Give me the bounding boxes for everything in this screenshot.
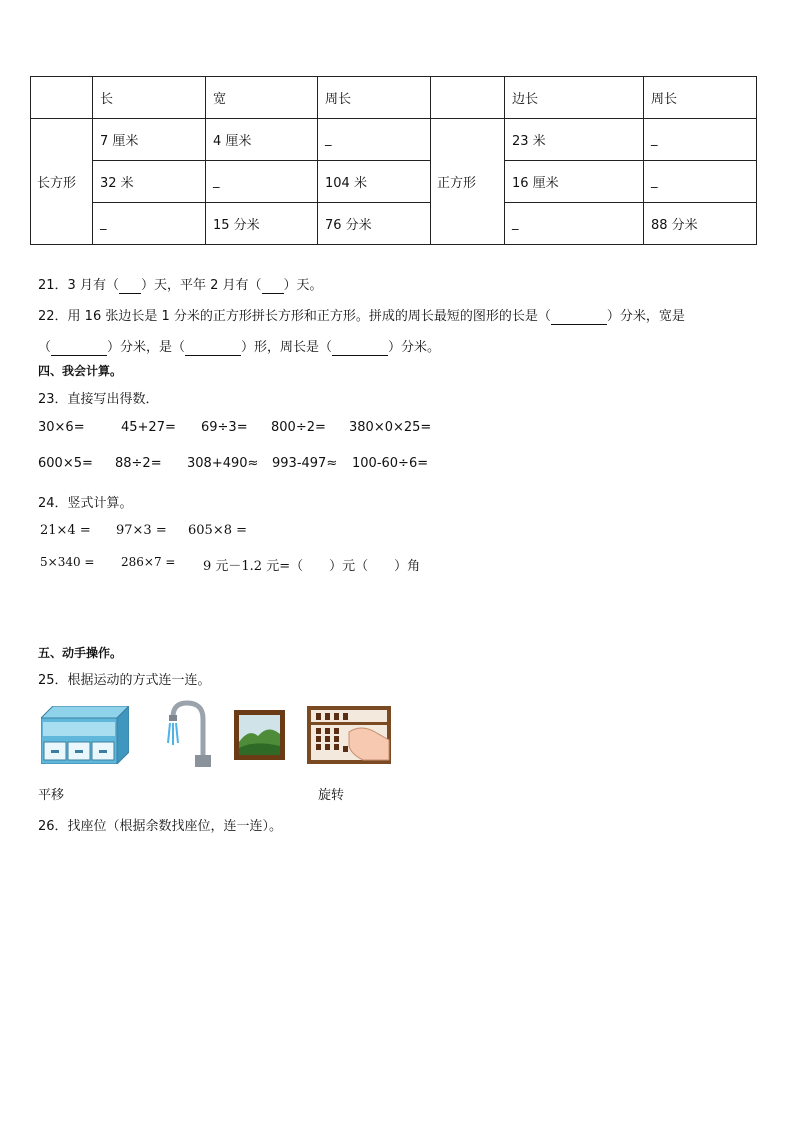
table-header-cell: 宽 <box>206 77 318 119</box>
table-cell: 32 米 <box>93 161 206 203</box>
table-cell: 16 厘米 <box>505 161 644 203</box>
q23-expression: 30×6= <box>38 420 85 435</box>
table-header-cell: 周长 <box>644 77 757 119</box>
question-21 <box>38 274 323 294</box>
q24-expression: 97×3 = <box>116 523 167 538</box>
q23-expression: 380×0×25= <box>349 420 432 435</box>
section-4-heading: 四、我会计算。 <box>38 364 123 378</box>
q24-expression: 286×7 = <box>121 555 176 569</box>
table-cell: _ <box>206 161 318 203</box>
table-header-cell <box>31 77 93 119</box>
faucet-image <box>163 699 215 771</box>
q22-text: 22．用 16 张边长是 1 分米的正方形拼长方形和正方形。拼成的周长最短的图形的长是（ <box>38 309 551 324</box>
table-cell: 104 米 <box>318 161 431 203</box>
answer-blank[interactable] <box>185 340 241 356</box>
abacus-image <box>307 706 391 764</box>
picture-frame-image <box>234 710 285 760</box>
table-cell: _ <box>505 203 644 245</box>
section-5-heading: 五、动手操作。 <box>38 646 123 660</box>
q21-text-a: 21．3 月有（ <box>38 278 119 293</box>
question-25-title: 25．根据运动的方式连一连。 <box>38 673 211 688</box>
table-cell: 23 米 <box>505 119 644 161</box>
q23-expression: 45+27= <box>121 420 176 435</box>
table-row <box>31 119 757 161</box>
label-rotation: 旋转 <box>318 788 345 803</box>
q24-expression: 9 元－1.2 元=（ ）元（ ）角 <box>203 559 421 574</box>
q24-expression: 21×4 = <box>40 523 91 538</box>
q21-text-b: ）天，平年 2 月有（ <box>140 278 262 293</box>
q23-expression: 308+490≈ <box>187 456 259 471</box>
answer-blank[interactable] <box>262 278 284 294</box>
table-cell: 88 分米 <box>644 203 757 245</box>
q23-expression: 600×5= <box>38 456 93 471</box>
table-cell: _ <box>644 119 757 161</box>
table-header-row <box>31 77 757 119</box>
drawer-cabinet-image <box>41 706 129 764</box>
question-24-title: 24．竖式计算。 <box>38 496 133 511</box>
answer-blank[interactable] <box>332 340 388 356</box>
question-26-title: 26．找座位（根据余数找座位，连一连）。 <box>38 819 283 834</box>
q22-text: ）分米。 <box>388 340 441 355</box>
table-row <box>31 161 757 203</box>
table-header-cell: 边长 <box>505 77 644 119</box>
answer-blank[interactable] <box>51 340 107 356</box>
label-translation: 平移 <box>38 788 65 803</box>
table-header-cell: 长 <box>93 77 206 119</box>
q23-expression: 100-60÷6= <box>352 456 429 471</box>
table-header-cell <box>431 77 505 119</box>
answer-blank[interactable] <box>551 309 607 325</box>
table-cell: _ <box>93 203 206 245</box>
rectangle-label: 长方形 <box>31 119 93 245</box>
question-23-title: 23．直接写出得数． <box>38 392 159 407</box>
q22-text: ）形，周长是（ <box>241 340 333 355</box>
q23-expression: 993-497≈ <box>272 456 338 471</box>
table-cell: 7 厘米 <box>93 119 206 161</box>
table-cell: 4 厘米 <box>206 119 318 161</box>
table-cell: _ <box>644 161 757 203</box>
answer-blank[interactable] <box>119 278 141 294</box>
square-label: 正方形 <box>431 119 505 245</box>
q21-text-c: ）天。 <box>283 278 323 293</box>
q23-expression: 69÷3= <box>201 420 248 435</box>
q22-text: ）分米，是（ <box>107 340 186 355</box>
q22-text: （ <box>38 340 52 355</box>
question-22-line-1 <box>38 305 685 325</box>
q22-text: ）分米，宽是 <box>606 309 685 324</box>
table-cell: 76 分米 <box>318 203 431 245</box>
q24-expression: 605×8 = <box>188 523 248 538</box>
table-cell: _ <box>318 119 431 161</box>
question-22-line-2 <box>38 336 440 356</box>
table-cell: 15 分米 <box>206 203 318 245</box>
table-header-cell: 周长 <box>318 77 431 119</box>
q23-expression: 88÷2= <box>115 456 162 471</box>
table-row <box>31 203 757 245</box>
perimeter-table <box>30 76 757 245</box>
q24-expression: 5×340 = <box>40 555 95 569</box>
q23-expression: 800÷2= <box>271 420 326 435</box>
